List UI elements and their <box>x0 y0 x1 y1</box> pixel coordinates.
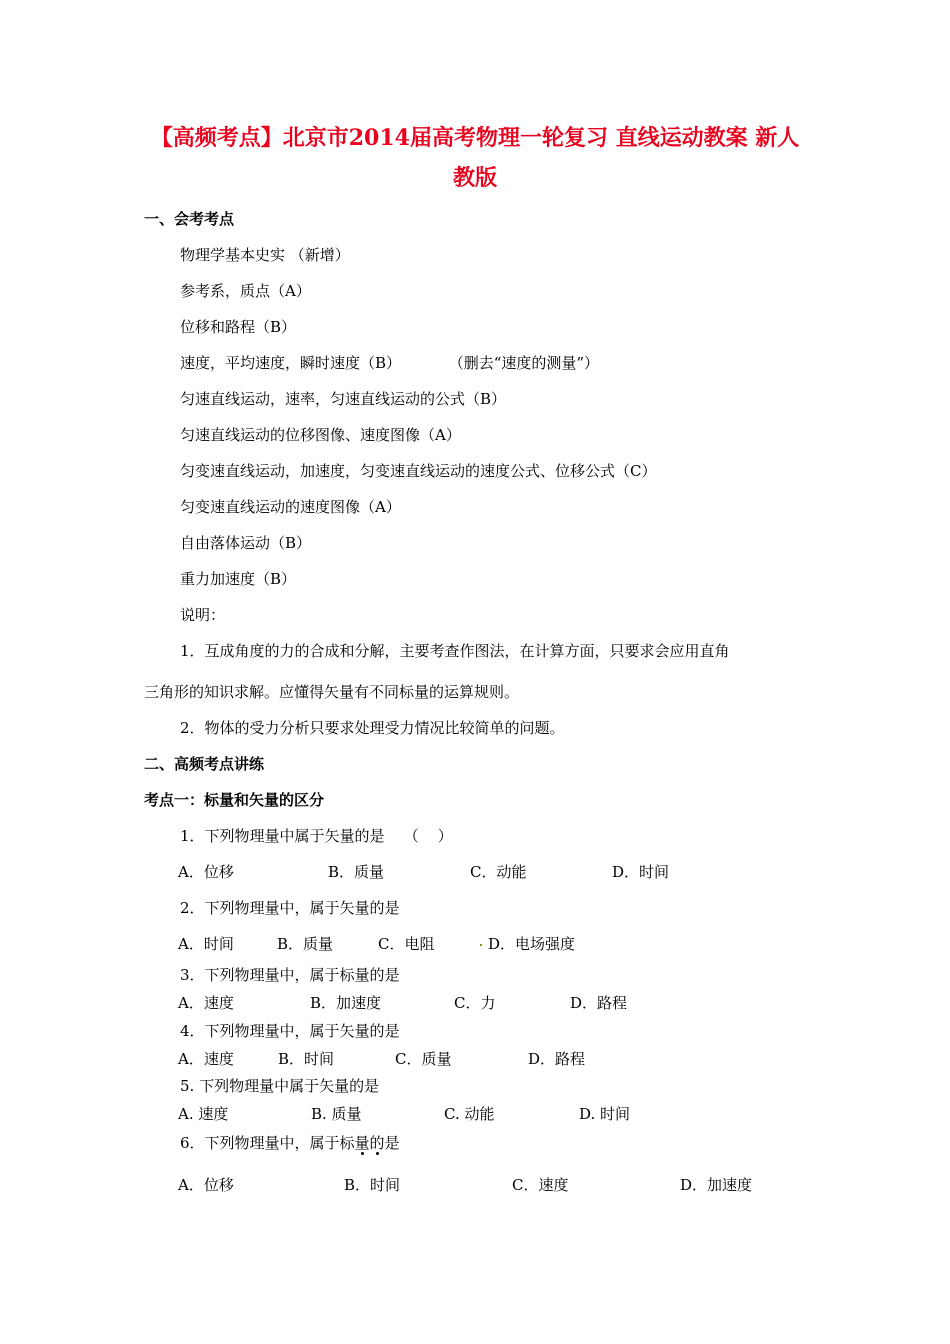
emphasis-dot <box>361 1152 364 1155</box>
q4-option-d: D．路程 <box>528 1050 586 1068</box>
q3-option-b: B．加速度 <box>310 994 382 1012</box>
q6-option-c: C．速度 <box>512 1176 569 1194</box>
document-title-line2: 教版 <box>452 165 497 191</box>
q6-option-d: D．加速度 <box>680 1176 753 1194</box>
q2-option-d: D．电场强度 <box>488 935 576 953</box>
q2-option-b: B．质量 <box>277 935 334 953</box>
q5-option-b: B. 质量 <box>311 1105 362 1123</box>
list-item: 位移和路程（B） <box>180 318 297 336</box>
question-3: 3．下列物理量中，属于标量的是 <box>180 966 400 984</box>
q4-option-c: C．质量 <box>395 1050 452 1068</box>
q3-option-c: C．力 <box>454 994 496 1012</box>
emphasis-dot <box>376 1152 379 1155</box>
q2-option-a: A．时间 <box>178 935 234 953</box>
list-item: 物理学基本史实 （新增） <box>180 246 350 264</box>
q2-option-c: C．电阻 <box>378 935 435 953</box>
list-item: 自由落体运动（B） <box>180 534 312 552</box>
note-2: 2．物体的受力分析只要求处理受力情况比较简单的问题。 <box>180 719 565 737</box>
q3-option-a: A．速度 <box>178 994 234 1012</box>
q6-option-a: A．位移 <box>178 1176 234 1194</box>
list-item: 重力加速度（B） <box>180 570 297 588</box>
question-6: 6．下列物理量中，属于标量的是 <box>180 1134 400 1152</box>
document-title-line1: 【高频考点】北京市2014届高考物理一轮复习 直线运动教案 新人 <box>150 125 800 151</box>
list-item: 速度，平均速度，瞬时速度（B） （删去“速度的测量”） <box>180 354 600 372</box>
note-1-line1: 1．互成角度的力的合成和分解，主要考查作图法，在计算方面，只要求会应用直角 <box>180 642 730 660</box>
topic1-heading: 考点一：标量和矢量的区分 <box>144 791 325 809</box>
list-item: 匀速直线运动的位移图像、速度图像（A） <box>180 426 461 444</box>
q1-option-b: B．质量 <box>328 863 385 881</box>
section2-heading: 二、高频考点讲练 <box>144 755 265 773</box>
q1-option-c: C．动能 <box>470 863 527 881</box>
q3-option-d: D．路程 <box>570 994 628 1012</box>
q5-option-d: D. 时间 <box>579 1105 631 1123</box>
question-2: 2．下列物理量中，属于矢量的是 <box>180 899 400 917</box>
mark-dot <box>480 944 482 946</box>
section1-heading: 一、会考考点 <box>144 210 235 228</box>
list-item: 匀速直线运动，速率，匀速直线运动的公式（B） <box>180 390 507 408</box>
list-item: 匀变速直线运动，加速度，匀变速直线运动的速度公式、位移公式（C） <box>180 462 657 480</box>
q4-option-b: B．时间 <box>278 1050 335 1068</box>
q5-option-c: C. 动能 <box>444 1105 495 1123</box>
note-1-line2: 三角形的知识求解。应懂得矢量有不同标量的运算规则。 <box>144 683 520 701</box>
question-5: 5. 下列物理量中属于矢量的是 <box>180 1077 380 1095</box>
q1-option-d: D．时间 <box>612 863 670 881</box>
question-1: 1．下列物理量中属于矢量的是 （ ） <box>180 827 453 845</box>
list-item: 匀变速直线运动的速度图像（A） <box>180 498 401 516</box>
list-item: 说明： <box>180 606 226 624</box>
q1-option-a: A．位移 <box>178 863 234 881</box>
q6-option-b: B．时间 <box>344 1176 401 1194</box>
q5-option-a: A. 速度 <box>178 1105 229 1123</box>
q4-option-a: A．速度 <box>178 1050 234 1068</box>
list-item: 参考系，质点（A） <box>180 282 311 300</box>
question-4: 4．下列物理量中，属于矢量的是 <box>180 1022 400 1040</box>
